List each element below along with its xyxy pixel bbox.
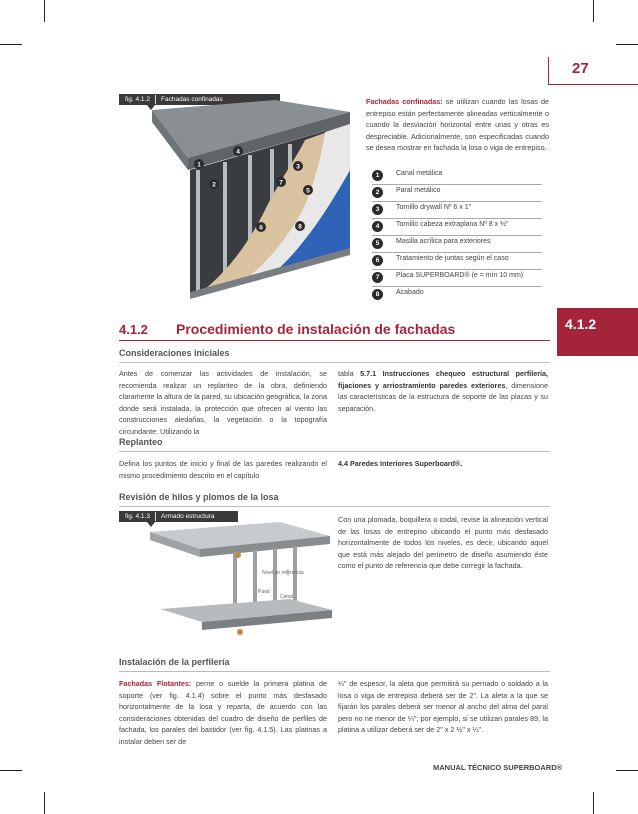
- crop-mark: [44, 0, 45, 22]
- anchor: [237, 629, 243, 635]
- perfileria-lead: Fachadas Flotantes:: [119, 679, 192, 688]
- subheading-consideraciones: Consideraciones iniciales: [119, 348, 230, 358]
- legend-item: [372, 269, 542, 287]
- legend-text: Canal metálica: [396, 170, 443, 177]
- replanteo-right-column: [338, 458, 548, 470]
- legend-number: 6: [372, 255, 383, 266]
- reference-label: Nivel de referencia: [262, 570, 304, 576]
- perfileria-left-column: [119, 678, 327, 748]
- crop-mark: [44, 792, 45, 814]
- footer-title: MANUAL TÉCNICO SUPERBOARD®: [433, 763, 563, 772]
- section-title: Procedimiento de instalación de fachadas: [176, 321, 456, 337]
- legend-text: Placa SUPERBOARD® (e = mín 10 mm): [396, 272, 524, 279]
- perfileria-right-column: ¼" de espesor, la aleta que permitirá su pernado o soldado a la losa o viga de entrepiso deberá ser de 2". La aleta a la que se fijarán los parales deberá ser menor al ancho del alma del paral pero no ne menor de ¼"; por ejemplo, si se utilizan parales 89, la platina a utilizar deberá ser de 2" x 2 ½" x ¼".: [338, 679, 548, 735]
- structure-frame-illustration: [140, 514, 335, 649]
- consideraciones-right-pre: tabla: [338, 369, 354, 378]
- legend-text: Tratamiento de juntas según el caso: [396, 255, 509, 262]
- crop-mark: [0, 770, 22, 771]
- subheading-rule: [119, 506, 550, 507]
- perfileria-left-body: perne o suelde la primera platina de soporte (ver fig. 4.1.4) sobre el punto más desfasado horizontalmente de la losa y reparta, de acuerdo con las consideraciones obtenidas del cuadro de diseño de perfiles de fachada, los parales del bastidor (ver fig. 4.1.5). Las platinas a instalar deben ser de: [119, 679, 328, 746]
- canal-label: Canal: [280, 594, 294, 600]
- marker-label: 6: [259, 224, 263, 232]
- paral-label: Paral: [258, 589, 270, 595]
- figure-title: Armado estructura: [161, 513, 215, 520]
- legend-number: 7: [372, 272, 383, 283]
- figure-label: fig. 4.1.2: [125, 96, 150, 103]
- legend-number: 2: [372, 187, 383, 198]
- consideraciones-right-column: [338, 368, 548, 414]
- legend-item: [372, 218, 542, 236]
- marker-label: 2: [212, 181, 216, 189]
- side-tab-label: 4.1.2: [565, 316, 597, 332]
- legend-item: [372, 252, 542, 270]
- intro-body: se utilizan cuando las losas de entrepiso están perfectamente alineadas verticalmente o cuando la desviación horizontal entre unas y otras es despreciable. Adicionalmente, son especificadas cuando se desea mostrar en fachada la losa o viga de entrepiso.: [366, 97, 549, 153]
- legend-item: [372, 184, 542, 202]
- page-number-box: [548, 57, 638, 84]
- intro-lead: Fachadas confinadas:: [366, 97, 443, 106]
- page-number: 27: [572, 60, 589, 77]
- anchor: [235, 552, 241, 558]
- marker-label: 4: [236, 148, 240, 156]
- legend-text: Paral metálico: [396, 187, 441, 194]
- figure-title: Fachadas confinadas: [161, 96, 223, 103]
- legend-item: [372, 167, 542, 185]
- legend-number: 4: [372, 221, 383, 232]
- intro-paragraph: [366, 96, 549, 154]
- legend-item: [372, 286, 542, 303]
- consideraciones-right-bold: 5.7.1 Instrucciones chequeo estructural perfilería, fijaciones y arriostramiento paredes exteriores: [338, 369, 548, 390]
- section-rule: [119, 340, 550, 341]
- legend-text: Masilla acrílica para exteriores: [396, 238, 491, 245]
- subheading-revision: Revisión de hilos y plomos de la losa: [119, 492, 279, 502]
- legend-text: Tornillo cabeza extraplana Nº 8 x ½": [396, 221, 509, 228]
- legend-item: [372, 201, 542, 219]
- subheading-replanteo: Replanteo: [119, 437, 163, 447]
- marker-label: 3: [296, 163, 300, 171]
- crop-mark: [0, 44, 22, 45]
- revision-paragraph: Con una plomada, boquillera o codal, revise la alineación vertical de las losas de entrepiso ubicando el punto más desfasado horizontalmente de todos los niveles, es decir, ubicando aquel que está más alejado del perímetro de diseño asumiendo éste como el punto de referencia que debe corregir la fachada.: [338, 515, 548, 571]
- legend-number: 3: [372, 204, 383, 215]
- section-number: 4.1.2: [119, 322, 148, 337]
- legend-number: 1: [372, 170, 383, 181]
- replanteo-reference: 4.4 Paredes Interiores Superboard®.: [338, 459, 463, 468]
- confined-facade-illustration: [150, 100, 355, 305]
- subheading-perfileria: Instalación de la perfilería: [119, 657, 230, 667]
- section-side-tab: [557, 308, 638, 356]
- marker-label: 7: [279, 179, 283, 187]
- crop-mark: [593, 792, 594, 814]
- marker-label: 5: [306, 187, 310, 195]
- figure-label: fig. 4.1.3: [125, 513, 150, 520]
- crop-mark: [616, 770, 638, 771]
- consideraciones-left-column: Antes de comenzar las actividades de instalación, se recomienda realizar un replanteo de la obra, definiendo claramente la altura de la pared, su ubicación geográfica, la zona donde será instalada, la protección que ofrecen al viento las construcciones aledañas, la vegetación o la topografía circundante. Utilizando la: [119, 369, 327, 436]
- legend-item: [372, 235, 542, 253]
- subheading-rule: [119, 671, 550, 672]
- legend-text: Acabado: [396, 289, 424, 296]
- marker-label: 8: [298, 223, 302, 231]
- page-number-rule: [548, 84, 638, 85]
- legend-number: 8: [372, 289, 383, 300]
- marker-label: 1: [197, 161, 201, 169]
- legend-number: 5: [372, 238, 383, 249]
- replanteo-left-column: Defina los puntos de inicio y final de las paredes realizando el mismo procedimiento descrito en el capítulo: [119, 459, 327, 480]
- legend-text: Tornillo drywall Nº 6 x 1": [396, 204, 472, 211]
- crop-mark: [593, 0, 594, 22]
- crop-mark: [616, 44, 638, 45]
- subheading-rule: [119, 362, 550, 363]
- consideraciones-right-post: , dimensione las características de la estructura de soporte de las placas y su separación.: [338, 380, 548, 413]
- subheading-rule: [119, 451, 550, 452]
